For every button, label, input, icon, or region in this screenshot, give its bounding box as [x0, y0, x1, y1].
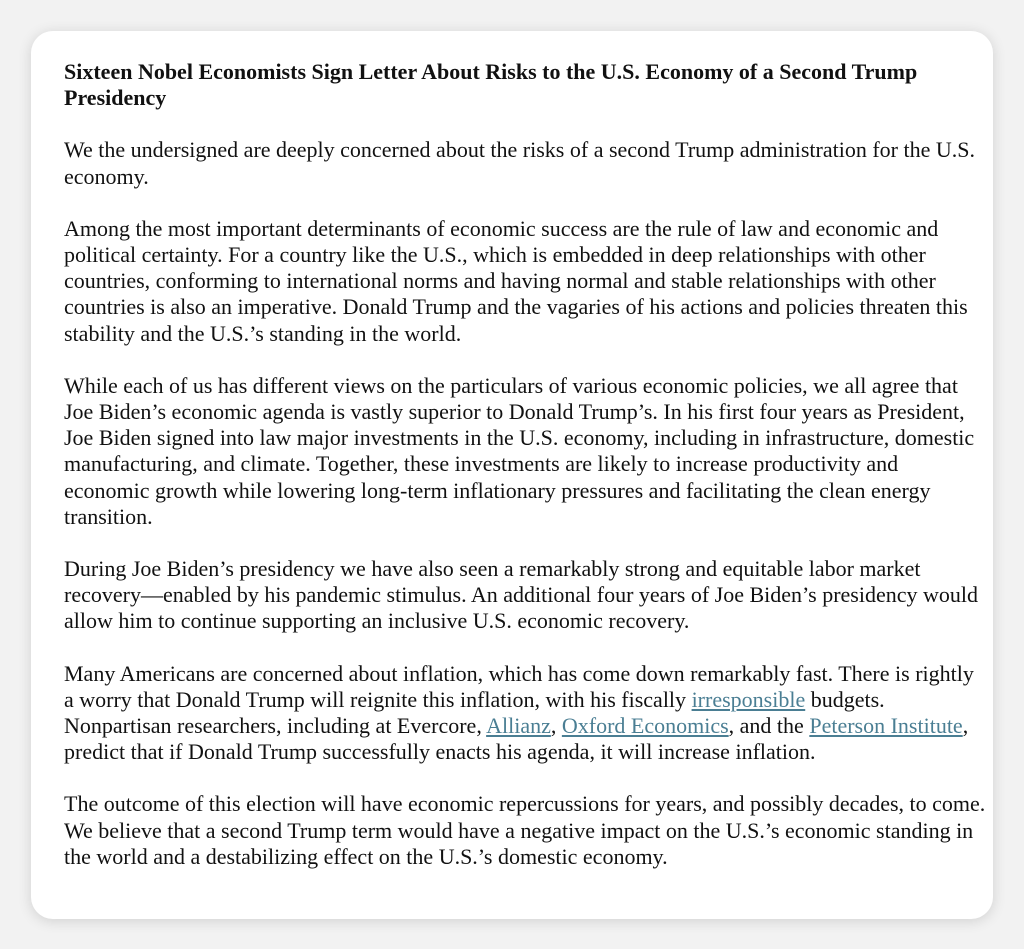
- paragraph-labor-market: During Joe Biden’s presidency we have also seen a remarkably strong and equitable labor market recovery—enabled by his pandemic stimulus. An additional four years of Joe Biden’s presidency would allow him to continue supporting an inclusive U.S. economic recovery.: [64, 556, 979, 634]
- letter-title: Sixteen Nobel Economists Sign Letter About Risks to the U.S. Economy of a Second Trump Presidency: [64, 59, 918, 111]
- oxford-economics-link[interactable]: Oxford Economics: [561, 713, 729, 739]
- inflation-text-2: budgets. Nonpartisan researchers, including at Evercore,: [64, 686, 885, 739]
- paragraph-inflation: [64, 661, 986, 766]
- inflation-text-1: Many Americans are concerned about inflation, which has come down remarkably fast. There is rightly a worry that Donald Trump will reignite this inflation, with his fiscally: [64, 660, 974, 712]
- peterson-institute-link[interactable]: Peterson Institute: [809, 713, 963, 739]
- inflation-text-5: , predict that if Donald Trump successfully enacts his agenda, it will increase inflation.: [64, 713, 969, 765]
- paragraph-intro: We the undersigned are deeply concerned about the risks of a second Trump administration for the U.S. economy.: [64, 137, 976, 189]
- inflation-text-4: , and the: [728, 713, 810, 739]
- irresponsible-link[interactable]: irresponsible: [691, 686, 806, 712]
- paragraph-conclusion: The outcome of this election will have economic repercussions for years, and possibly decades, to come. We believe that a second Trump term would have a negative impact on the U.S.’s economic standing in the world and a destabilizing effect on the U.S.’s domestic economy.: [64, 791, 986, 869]
- letter-card: [31, 31, 993, 919]
- paragraph-economic-agenda: While each of us has different views on the particulars of various economic policies, we all agree that Joe Biden’s economic agenda is vastly superior to Donald Trump’s. In his first four years as President, Joe Biden signed into law major investments in the U.S. economy, including in infrastructure, domestic manufacturing, and climate. Together, these investments are likely to increase productivity and economic growth while lowering long-term inflationary pressures and facilitating the clean energy transition.: [64, 372, 975, 529]
- inflation-text-3: ,: [550, 713, 562, 739]
- allianz-link[interactable]: Allianz: [486, 713, 551, 739]
- paragraph-rule-of-law: Among the most important determinants of economic success are the rule of law and economic and political certainty. For a country like the U.S., which is embedded in deep relationships with other countries, conforming to international norms and having normal and stable relationships with other countries is also an imperative. Donald Trump and the vagaries of his actions and policies threaten this stability and the U.S.’s standing in the world.: [64, 215, 968, 346]
- letter-content: [64, 59, 986, 896]
